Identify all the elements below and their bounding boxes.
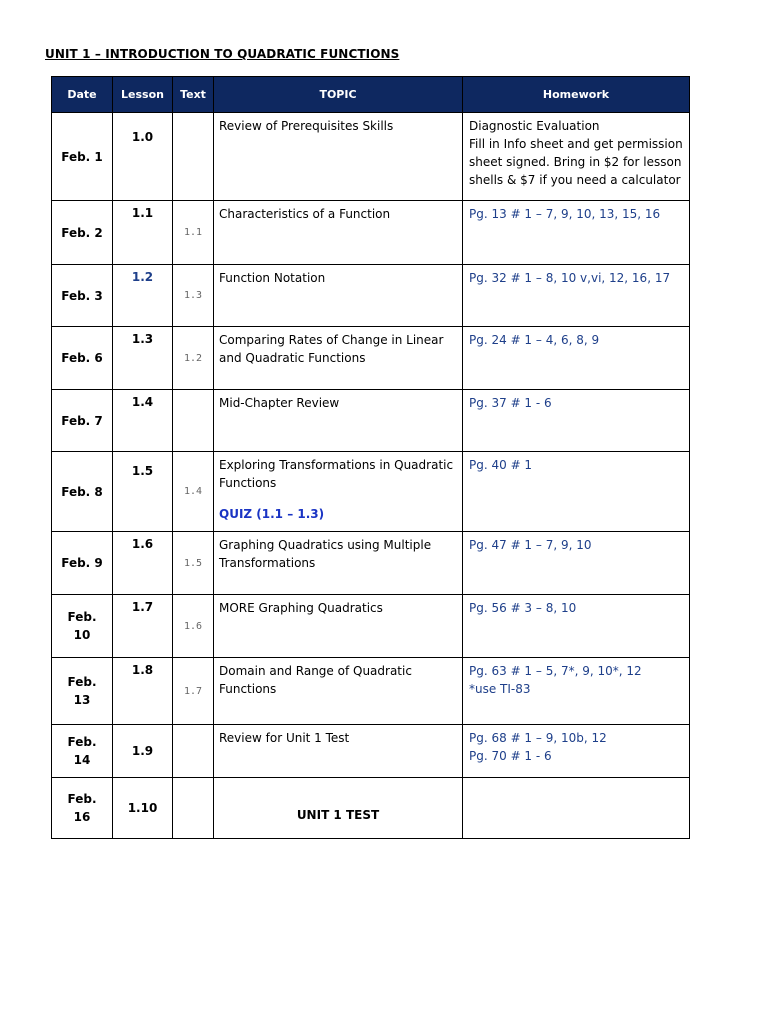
lesson-number: 1.5 xyxy=(131,464,154,478)
lesson-cell xyxy=(113,725,173,778)
homework-cell xyxy=(463,113,690,201)
homework-cell xyxy=(463,725,690,778)
lesson-cell xyxy=(113,595,173,658)
date-cell: Feb. 13 xyxy=(52,658,113,725)
topic-cell: Function Notation xyxy=(214,265,463,327)
date-cell: Feb. 2 xyxy=(52,201,113,265)
topic-cell: Graphing Quadratics using Multiple Transformations xyxy=(214,532,463,595)
date-cell: Feb. 10 xyxy=(52,595,113,658)
lesson-cell xyxy=(113,327,173,390)
topic-cell: Comparing Rates of Change in Linear and Quadratic Functions xyxy=(214,327,463,390)
quiz-label: QUIZ (1.1 – 1.3) xyxy=(219,507,325,521)
topic-cell xyxy=(214,778,463,839)
col-header-date: Date xyxy=(52,77,113,113)
homework-cell xyxy=(463,658,690,725)
text-cell xyxy=(173,725,214,778)
lesson-number: 1.9 xyxy=(131,744,154,758)
lesson-cell xyxy=(113,658,173,725)
lesson-cell xyxy=(113,390,173,452)
lesson-number: 1.1 xyxy=(131,206,154,220)
table-row xyxy=(52,778,690,839)
homework-line: Pg. 56 # 3 – 8, 10 xyxy=(469,601,577,615)
topic-cell: Review of Prerequisites Skills xyxy=(214,113,463,201)
schedule-table xyxy=(51,76,690,839)
homework-cell xyxy=(463,595,690,658)
date-cell: Feb. 7 xyxy=(52,390,113,452)
homework-line: Pg. 37 # 1 - 6 xyxy=(469,396,552,410)
homework-line: Pg. 32 # 1 – 8, 10 v,vi, 12, 16, 17 xyxy=(469,271,671,285)
lesson-cell xyxy=(113,265,173,327)
topic-cell: Characteristics of a Function xyxy=(214,201,463,265)
text-cell xyxy=(173,113,214,201)
text-cell: 1.4 xyxy=(173,452,214,532)
homework-cell xyxy=(463,201,690,265)
col-header-topic: TOPIC xyxy=(214,77,463,113)
homework-line: Pg. 68 # 1 – 9, 10b, 12 xyxy=(469,731,607,745)
date-cell: Feb. 3 xyxy=(52,265,113,327)
text-cell: 1.5 xyxy=(173,532,214,595)
homework-line: Pg. 13 # 1 – 7, 9, 10, 13, 15, 16 xyxy=(469,207,661,221)
text-cell: 1.3 xyxy=(173,265,214,327)
table-row xyxy=(52,595,690,658)
topic-cell xyxy=(214,452,463,532)
homework-line: Pg. 24 # 1 – 4, 6, 8, 9 xyxy=(469,333,600,347)
lesson-cell xyxy=(113,452,173,532)
homework-line: Pg. 47 # 1 – 7, 9, 10 xyxy=(469,538,592,552)
lesson-number: 1.3 xyxy=(131,332,154,346)
table-row xyxy=(52,113,690,201)
table-row xyxy=(52,327,690,390)
header-row xyxy=(52,77,690,113)
lesson-cell xyxy=(113,778,173,839)
lesson-cell xyxy=(113,532,173,595)
homework-cell xyxy=(463,390,690,452)
date-cell: Feb. 9 xyxy=(52,532,113,595)
lesson-number: 1.4 xyxy=(131,395,154,409)
unit-test-label: UNIT 1 TEST xyxy=(296,808,380,822)
topic-cell: MORE Graphing Quadratics xyxy=(214,595,463,658)
text-cell xyxy=(173,390,214,452)
homework-line: Diagnostic Evaluation xyxy=(469,119,600,133)
col-header-lesson: Lesson xyxy=(113,77,173,113)
table-row xyxy=(52,658,690,725)
homework-line: Pg. 40 # 1 xyxy=(469,458,533,472)
text-cell: 1.7 xyxy=(173,658,214,725)
lesson-number: 1.8 xyxy=(131,663,154,677)
lesson-number: 1.7 xyxy=(131,600,154,614)
lesson-cell xyxy=(113,201,173,265)
table-row xyxy=(52,390,690,452)
lesson-cell xyxy=(113,113,173,201)
topic-cell: Domain and Range of Quadratic Functions xyxy=(214,658,463,725)
col-header-homework: Homework xyxy=(463,77,690,113)
col-header-text: Text xyxy=(173,77,214,113)
homework-line: Pg. 63 # 1 – 5, 7*, 9, 10*, 12 xyxy=(469,664,642,678)
topic-cell: Mid-Chapter Review xyxy=(214,390,463,452)
lesson-number: 1.2 xyxy=(131,270,154,284)
text-cell: 1.1 xyxy=(173,201,214,265)
lesson-number: 1.10 xyxy=(127,801,158,815)
homework-cell xyxy=(463,778,690,839)
text-cell: 1.2 xyxy=(173,327,214,390)
topic-text: Exploring Transformations in Quadratic Functions xyxy=(219,458,454,490)
lesson-number: 1.0 xyxy=(131,130,154,144)
lesson-number: 1.6 xyxy=(131,537,154,551)
unit-title: UNIT 1 – INTRODUCTION TO QUADRATIC FUNCTIONS xyxy=(45,47,400,61)
table-row xyxy=(52,725,690,778)
table-row xyxy=(52,201,690,265)
homework-line: *use TI-83 xyxy=(469,682,531,696)
homework-cell xyxy=(463,327,690,390)
text-cell: 1.6 xyxy=(173,595,214,658)
homework-cell xyxy=(463,265,690,327)
homework-cell xyxy=(463,532,690,595)
topic-cell: Review for Unit 1 Test xyxy=(214,725,463,778)
table-row xyxy=(52,265,690,327)
date-cell: Feb. 16 xyxy=(52,778,113,839)
date-cell: Feb. 1 xyxy=(52,113,113,201)
table-row xyxy=(52,532,690,595)
homework-line: Fill in Info sheet and get permission sheet signed. Bring in $2 for lesson shells & $7 if you need a calculator xyxy=(469,137,683,187)
text-cell xyxy=(173,778,214,839)
date-cell: Feb. 6 xyxy=(52,327,113,390)
date-cell: Feb. 14 xyxy=(52,725,113,778)
table-row xyxy=(52,452,690,532)
date-cell: Feb. 8 xyxy=(52,452,113,532)
homework-cell xyxy=(463,452,690,532)
homework-line: Pg. 70 # 1 - 6 xyxy=(469,749,552,763)
